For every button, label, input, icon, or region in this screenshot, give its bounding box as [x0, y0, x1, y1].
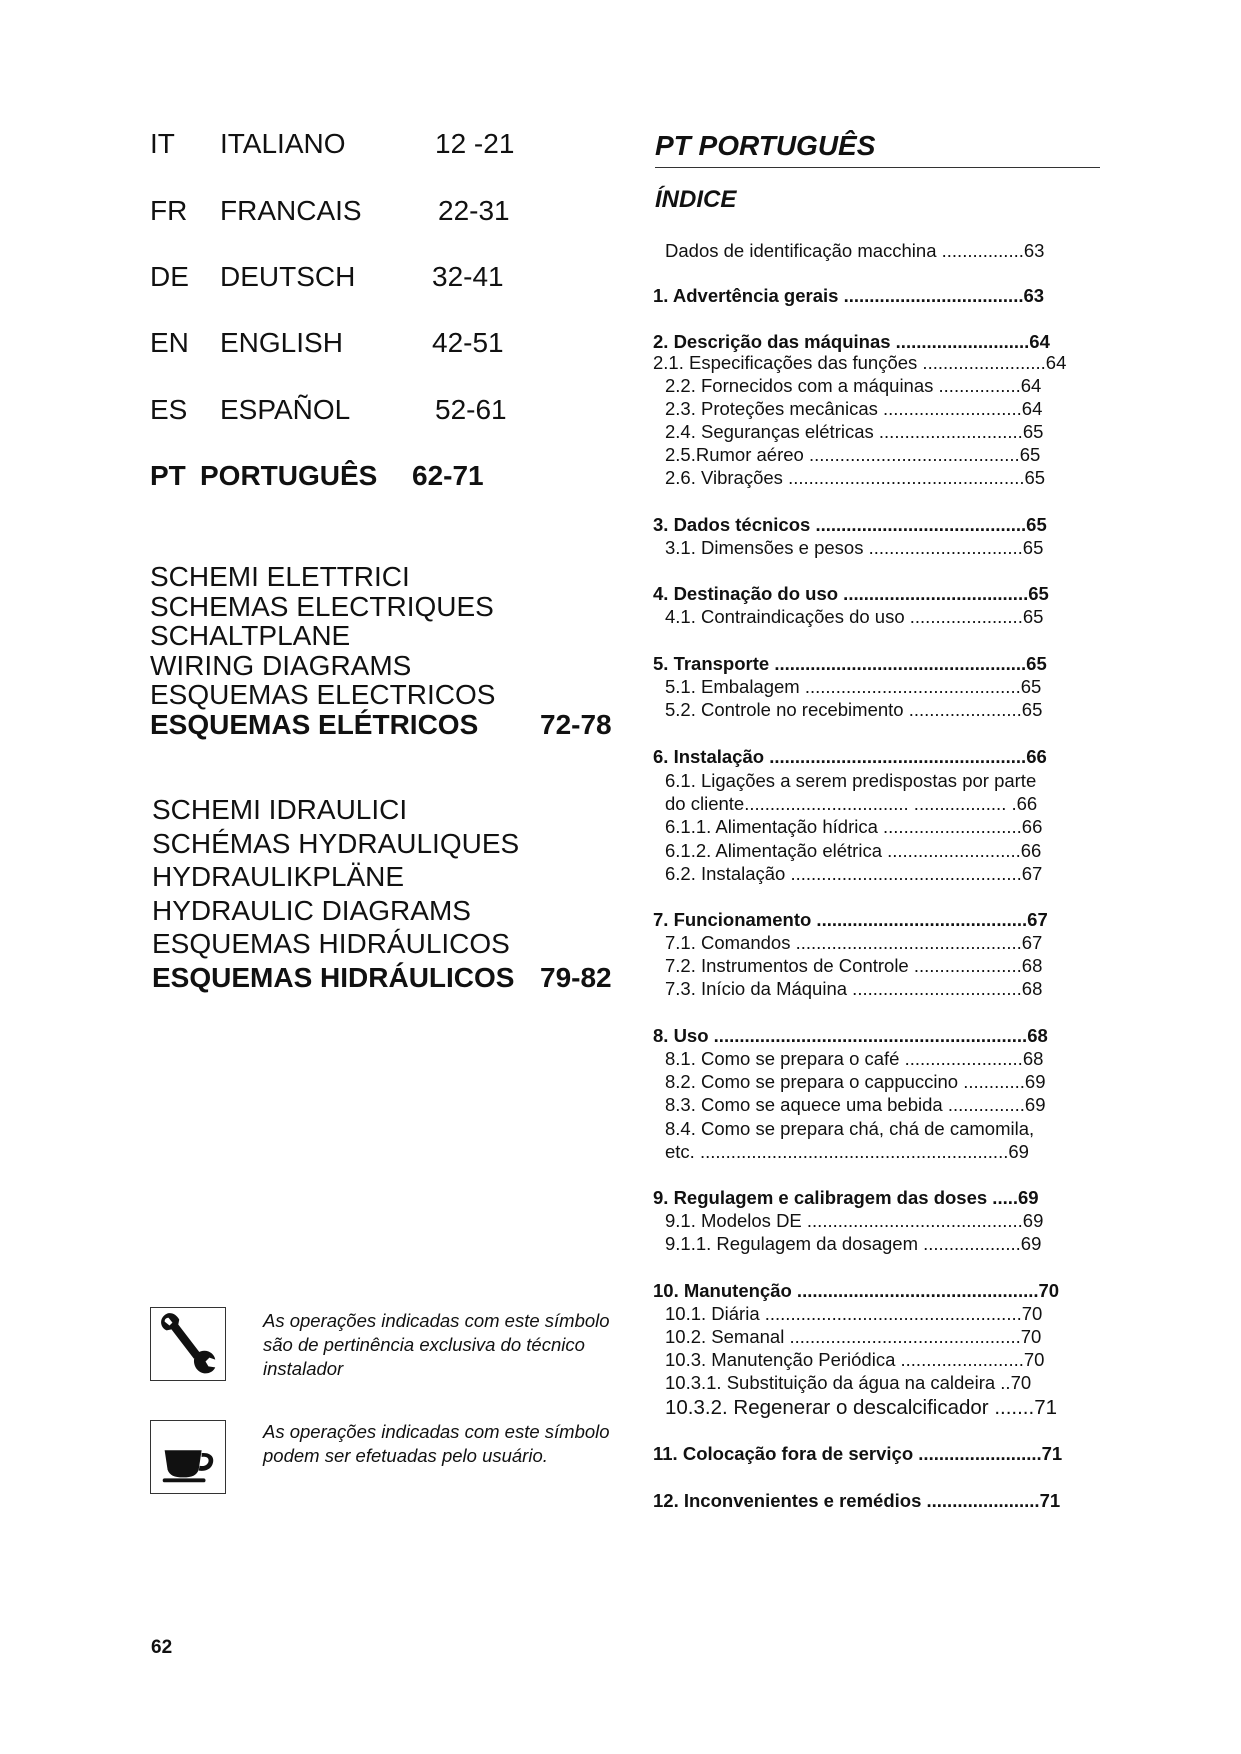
toc-section-10[interactable]: 10. Manutenção ...............................................70 — [653, 1280, 1060, 1301]
language-name: ESPAÑOL — [220, 394, 351, 425]
toc-section-2[interactable]: 2. Descrição das máquinas ..........................64 — [653, 331, 1050, 352]
toc-entry-10-3-2[interactable]: 10.3.2. Regenerar o descalcificador .......71 — [665, 1396, 1058, 1419]
toc-entry-2-6[interactable]: 2.6. Vibrações ..............................................65 — [665, 467, 1046, 488]
language-pages: 42-51 — [432, 327, 504, 358]
toc-section-1[interactable]: 1. Advertência gerais ...................................63 — [653, 285, 1045, 306]
toc-entry-6-1-cont[interactable]: do cliente................................ .................. .66 — [665, 793, 1038, 814]
toc-section-5[interactable]: 5. Transporte .................................................65 — [653, 653, 1047, 674]
language-name: PORTUGUÊS — [200, 460, 378, 491]
toc-entry-2-3[interactable]: 2.3. Proteções mecânicas ...........................64 — [665, 398, 1043, 419]
toc-entry-6-1-2[interactable]: 6.1.2. Alimentação elétrica ..........................66 — [665, 840, 1042, 861]
wiring-current-label: ESQUEMAS ELÉTRICOS — [150, 708, 479, 740]
hydraulic-title-fr: SCHÉMAS HYDRAULIQUES — [152, 827, 520, 859]
hydraulic-pages: 79-82 — [540, 961, 612, 993]
language-code: FR — [150, 195, 188, 226]
technician-note — [263, 1309, 643, 1381]
toc-entry-8-4[interactable]: 8.4. Como se prepara chá, chá de camomila, — [665, 1118, 1035, 1139]
toc-entry-10-3[interactable]: 10.3. Manutenção Periódica ........................70 — [665, 1349, 1045, 1370]
toc-entry-4-1[interactable]: 4.1. Contraindicações do uso ......................65 — [665, 606, 1044, 627]
cup-icon — [150, 1420, 226, 1494]
toc-entry-2-1[interactable]: 2.1. Especificações das funções ........................64 — [653, 352, 1067, 373]
language-code: DE — [150, 261, 189, 292]
wrench-icon — [150, 1307, 226, 1381]
toc-entry-7-1[interactable]: 7.1. Comandos ............................................67 — [665, 932, 1043, 953]
language-name: ITALIANO — [220, 128, 346, 159]
language-pages: 52-61 — [435, 394, 507, 425]
language-name: FRANCAIS — [220, 195, 362, 226]
toc-section-9[interactable]: 9. Regulagem e calibragem das doses .....69 — [653, 1187, 1039, 1208]
technician-note-line-1: As operações indicadas com este símbolo — [263, 1310, 610, 1331]
hydraulic-title-en: HYDRAULIC DIAGRAMS — [152, 894, 471, 926]
language-code: EN — [150, 327, 189, 358]
language-entry-fr[interactable] — [150, 195, 570, 235]
toc-entry-9-1-1[interactable]: 9.1.1. Regulagem da dosagem ...................69 — [665, 1233, 1042, 1254]
wiring-title-pt[interactable] — [150, 708, 612, 740]
toc-entry-2-4[interactable]: 2.4. Seguranças elétricas ............................65 — [665, 421, 1044, 442]
toc-entry-7-3[interactable]: 7.3. Início da Máquina .................................68 — [665, 978, 1043, 999]
language-pages: 62-71 — [412, 460, 484, 491]
toc-entry-5-1[interactable]: 5.1. Embalagem ..........................................65 — [665, 676, 1042, 697]
user-note-line-2: podem ser efetuadas pelo usuário. — [263, 1445, 548, 1466]
hydraulic-current-label: ESQUEMAS HIDRÁULICOS — [152, 961, 515, 993]
toc-entry-10-1[interactable]: 10.1. Diária ..................................................70 — [665, 1303, 1043, 1324]
language-pages: 12 -21 — [435, 128, 515, 159]
toc-entry-3-1[interactable]: 3.1. Dimensões e pesos ..............................65 — [665, 537, 1044, 558]
toc-entry-5-2[interactable]: 5.2. Controle no recebimento ......................65 — [665, 699, 1043, 720]
toc-entry-7-2[interactable]: 7.2. Instrumentos de Controle .....................68 — [665, 955, 1043, 976]
wiring-title-de: SCHALTPLANE — [150, 620, 351, 651]
language-entry-en[interactable] — [150, 327, 570, 367]
hydraulic-title-it: SCHEMI IDRAULICI — [152, 794, 408, 825]
wiring-title-it: SCHEMI ELETTRICI — [150, 561, 410, 592]
toc-section-6[interactable]: 6. Instalação ..................................................66 — [653, 746, 1047, 767]
toc-entry-8-2[interactable]: 8.2. Como se prepara o cappuccino ............69 — [665, 1071, 1046, 1092]
title-divider — [655, 167, 1100, 168]
user-note — [263, 1420, 643, 1468]
toc-section-4[interactable]: 4. Destinação do uso ....................................65 — [653, 583, 1049, 604]
toc-entry-2-2[interactable]: 2.2. Fornecidos com a máquinas ................64 — [665, 375, 1042, 396]
hydraulic-diagrams-group — [152, 793, 612, 994]
wiring-title-fr: SCHEMAS ELECTRIQUES — [150, 590, 494, 622]
hydraulic-title-pt[interactable] — [152, 961, 612, 995]
toc-entry-8-4-cont[interactable]: etc. ............................................................69 — [665, 1141, 1029, 1162]
wiring-diagrams-group — [150, 561, 612, 740]
technician-note-line-3: instalador — [263, 1358, 344, 1379]
toc-entry-10-3-1[interactable]: 10.3.1. Substituição da água na caldeira ..70 — [665, 1372, 1032, 1393]
toc-entry-8-1[interactable]: 8.1. Como se prepara o café .......................68 — [665, 1048, 1044, 1069]
language-pages: 32-41 — [432, 261, 504, 292]
toc-entry-2-5[interactable]: 2.5.Rumor aéreo .........................................65 — [665, 444, 1041, 465]
language-entry-es[interactable] — [150, 394, 570, 434]
toc-entry-9-1[interactable]: 9.1. Modelos DE ..........................................69 — [665, 1210, 1044, 1231]
toc-section-11[interactable]: 11. Colocação fora de serviço ........................71 — [653, 1443, 1063, 1464]
toc-section-12[interactable]: 12. Inconvenientes e remédios ......................71 — [653, 1490, 1061, 1511]
page-number: 62 — [151, 1637, 173, 1658]
toc-entry-6-1[interactable]: 6.1. Ligações a serem predispostas por parte — [665, 770, 1037, 791]
language-entry-it[interactable] — [150, 128, 570, 168]
wiring-title-es: ESQUEMAS ELECTRICOS — [150, 679, 496, 710]
page-title: PT PORTUGUÊS — [655, 130, 876, 161]
toc-entry-10-2[interactable]: 10.2. Semanal .............................................70 — [665, 1326, 1042, 1347]
wiring-pages: 72-78 — [540, 708, 612, 740]
toc-entry-6-2[interactable]: 6.2. Instalação .............................................67 — [665, 863, 1043, 884]
language-entry-de[interactable] — [150, 261, 570, 301]
toc-entry-identification[interactable]: Dados de identificação macchina ................63 — [665, 240, 1045, 261]
language-code: PT — [150, 460, 186, 491]
language-code: IT — [150, 128, 175, 159]
hydraulic-title-de: HYDRAULIKPLÄNE — [152, 861, 405, 892]
index-heading: ÍNDICE — [655, 186, 737, 213]
toc-section-8[interactable]: 8. Uso .............................................................68 — [653, 1025, 1048, 1046]
toc-section-7[interactable]: 7. Funcionamento .........................................67 — [653, 909, 1048, 930]
wiring-title-en: WIRING DIAGRAMS — [150, 649, 412, 681]
language-entry-pt[interactable] — [150, 460, 570, 500]
toc-entry-6-1-1[interactable]: 6.1.1. Alimentação hídrica ...........................66 — [665, 816, 1043, 837]
toc-entry-8-3[interactable]: 8.3. Como se aquece uma bebida ...............69 — [665, 1094, 1046, 1115]
language-code: ES — [150, 394, 188, 425]
language-name: DEUTSCH — [220, 261, 356, 292]
toc-section-3[interactable]: 3. Dados técnicos .........................................65 — [653, 514, 1047, 535]
language-name: ENGLISH — [220, 327, 343, 358]
technician-note-line-2: são de pertinência exclusiva do técnico — [263, 1334, 585, 1355]
user-note-line-1: As operações indicadas com este símbolo — [263, 1421, 610, 1442]
language-pages: 22-31 — [438, 195, 510, 226]
hydraulic-title-es: ESQUEMAS HIDRÁULICOS — [152, 928, 510, 959]
